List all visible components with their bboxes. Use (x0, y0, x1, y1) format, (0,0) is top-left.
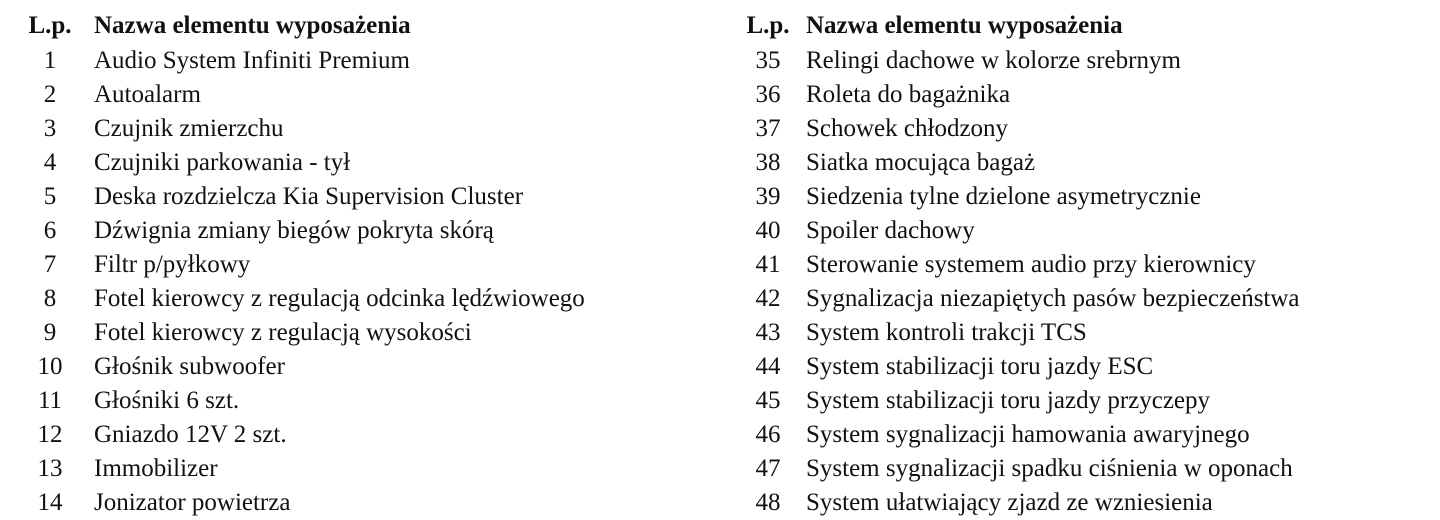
row-number: 8 (43, 285, 57, 312)
row-number: 7 (43, 251, 57, 278)
row-number: 41 (755, 251, 781, 278)
table-row (0, 248, 720, 282)
table-row (712, 486, 1440, 520)
row-item-name: Sterowanie systemem audio przy kierownicy (806, 251, 1256, 278)
table-row (712, 418, 1440, 452)
equipment-table-right (712, 8, 1440, 520)
header-lp: L.p. (746, 12, 790, 39)
row-item-name: Siatka mocująca bagaż (806, 149, 1036, 176)
equipment-table-left (0, 8, 720, 520)
row-item-name: System stabilizacji toru jazdy ESC (806, 353, 1154, 380)
row-item-name: Spoiler dachowy (806, 217, 975, 244)
table-row (0, 486, 720, 520)
row-number: 39 (755, 183, 781, 210)
row-number: 11 (37, 387, 63, 414)
row-item-name: Gniazdo 12V 2 szt. (94, 421, 287, 448)
row-number: 4 (43, 149, 57, 176)
table-row (712, 44, 1440, 78)
row-number: 12 (37, 421, 63, 448)
row-number: 5 (43, 183, 57, 210)
row-number: 35 (755, 47, 781, 74)
table-row (712, 180, 1440, 214)
row-item-name: Roleta do bagażnika (806, 81, 1011, 108)
table-row (712, 78, 1440, 112)
row-item-name: Dźwignia zmiany biegów pokryta skórą (94, 217, 494, 244)
row-item-name: Fotel kierowcy z regulacją odcinka lędźwiowego (94, 285, 585, 312)
header-name: Nazwa elementu wyposażenia (94, 12, 411, 39)
row-item-name: Schowek chłodzony (806, 115, 1009, 142)
row-item-name: Filtr p/pyłkowy (94, 251, 251, 278)
table-body-right (712, 44, 1440, 520)
table-header (0, 8, 720, 44)
table-row (712, 248, 1440, 282)
table-row (0, 214, 720, 248)
row-item-name: System sygnalizacji spadku ciśnienia w oponach (806, 455, 1293, 482)
row-number: 38 (755, 149, 781, 176)
row-item-name: System stabilizacji toru jazdy przyczepy (806, 387, 1211, 414)
row-item-name: System sygnalizacji hamowania awaryjnego (806, 421, 1250, 448)
row-item-name: Relingi dachowe w kolorze srebrnym (806, 47, 1181, 74)
row-number: 10 (37, 353, 63, 380)
table-row (0, 44, 720, 78)
row-item-name: Siedzenia tylne dzielone asymetrycznie (806, 183, 1201, 210)
table-row (0, 418, 720, 452)
row-item-name: Immobilizer (94, 455, 218, 482)
row-number: 42 (755, 285, 781, 312)
table-row (712, 146, 1440, 180)
row-number: 48 (755, 489, 781, 516)
row-number: 40 (755, 217, 781, 244)
row-number: 6 (43, 217, 57, 244)
table-header (712, 8, 1440, 44)
table-row (712, 350, 1440, 384)
table-row (712, 282, 1440, 316)
table-row (712, 384, 1440, 418)
row-number: 9 (43, 319, 57, 346)
row-number: 14 (37, 489, 63, 516)
row-number: 2 (43, 81, 57, 108)
row-item-name: Jonizator powietrza (94, 489, 291, 516)
row-number: 43 (755, 319, 781, 346)
row-number: 47 (755, 455, 781, 482)
table-row (0, 452, 720, 486)
table-row (0, 112, 720, 146)
row-item-name: Czujniki parkowania - tył (94, 149, 351, 176)
row-item-name: System ułatwiający zjazd ze wzniesienia (806, 489, 1213, 516)
table-row (0, 282, 720, 316)
row-number: 45 (755, 387, 781, 414)
table-row (712, 316, 1440, 350)
table-row (0, 316, 720, 350)
row-item-name: Czujnik zmierzchu (94, 115, 284, 142)
table-row (0, 384, 720, 418)
row-number: 46 (755, 421, 781, 448)
row-item-name: Głośnik subwoofer (94, 353, 285, 380)
row-number: 13 (37, 455, 63, 482)
row-item-name: Sygnalizacja niezapiętych pasów bezpieczeństwa (806, 285, 1300, 312)
table-row (712, 452, 1440, 486)
header-lp: L.p. (28, 12, 72, 39)
table-row (0, 180, 720, 214)
row-number: 36 (755, 81, 781, 108)
row-item-name: Fotel kierowcy z regulacją wysokości (94, 319, 472, 346)
header-name: Nazwa elementu wyposażenia (806, 12, 1123, 39)
table-row (0, 146, 720, 180)
table-row (712, 214, 1440, 248)
row-number: 37 (755, 115, 781, 142)
row-item-name: System kontroli trakcji TCS (806, 319, 1087, 346)
table-row (0, 78, 720, 112)
row-number: 44 (755, 353, 781, 380)
row-item-name: Autoalarm (94, 81, 201, 108)
row-item-name: Deska rozdzielcza Kia Supervision Cluster (94, 183, 524, 210)
table-row (712, 112, 1440, 146)
row-item-name: Audio System Infiniti Premium (94, 47, 410, 74)
row-item-name: Głośniki 6 szt. (94, 387, 240, 414)
row-number: 3 (43, 115, 57, 142)
table-body-left (0, 44, 720, 520)
table-row (0, 350, 720, 384)
row-number: 1 (43, 47, 57, 74)
